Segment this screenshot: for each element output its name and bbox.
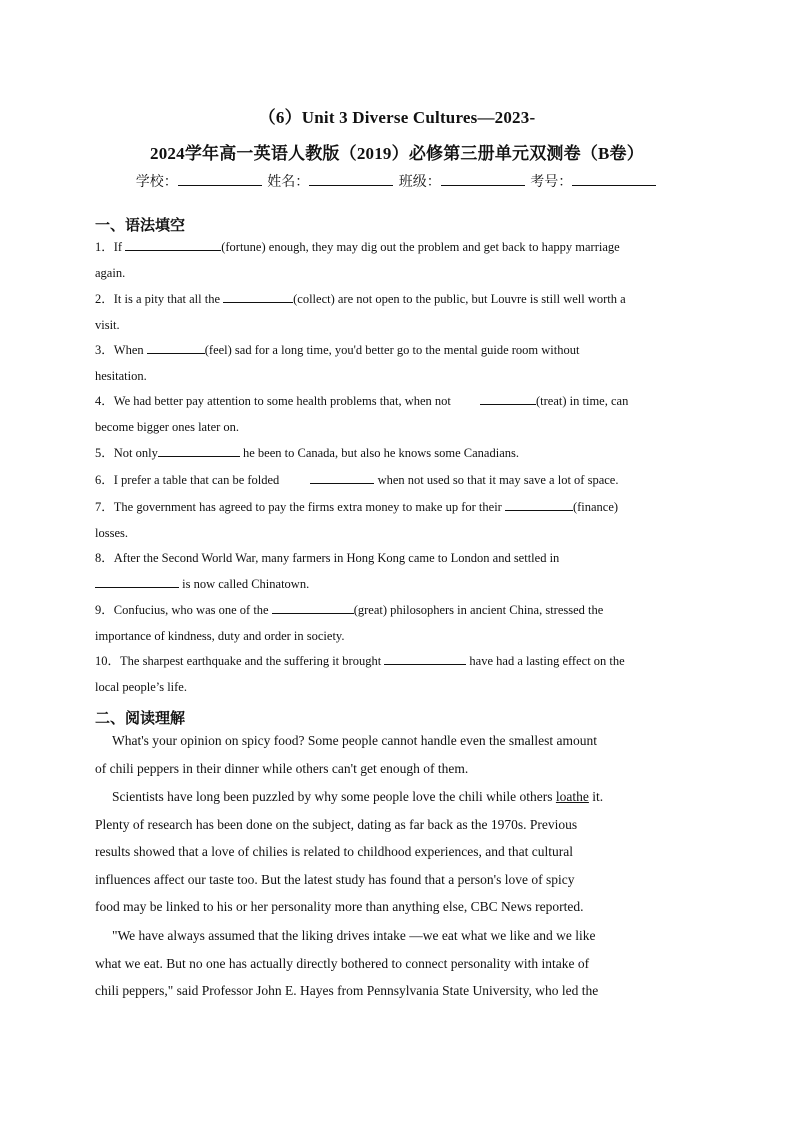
paragraph-line: results showed that a love of chilies is related to childhood experiences, and that cultural (95, 844, 573, 860)
answer-blank[interactable] (158, 445, 240, 457)
school-blank[interactable] (178, 173, 262, 186)
question-number: 7． (95, 500, 114, 514)
paragraph-line: What's your opinion on spicy food? Some people cannot handle even the smallest amount (112, 733, 597, 748)
answer-blank[interactable] (272, 602, 354, 614)
paragraph-line: influences affect our taste too. But the latest study has found that a person's love of spicy (95, 871, 575, 887)
underlined-word: loathe (555, 789, 589, 804)
student-info-row (0, 171, 794, 191)
question-text: The government has agreed to pay the firms extra money to make up for their (113, 500, 505, 514)
question-text: (fortune) enough, they may dig out the problem and get back to happy marriage (221, 240, 620, 254)
question-text: (collect) are not open to the public, but Louvre is still well worth a (293, 292, 626, 306)
question-text: When (113, 343, 147, 357)
paragraph-text: Scientists have long been puzzled by why some people love the chili while others (112, 789, 556, 804)
question-text: Not only (113, 446, 158, 460)
school-label: 学校： (135, 175, 178, 190)
reading-paragraph-1 (95, 727, 695, 782)
paragraph-line: chili peppers," said Professor John E. Hayes from Pennsylvania State University, who led the (95, 983, 599, 999)
question-text: (treat) in time, can (536, 394, 629, 408)
answer-blank[interactable] (310, 472, 374, 484)
answer-blank[interactable] (384, 653, 466, 665)
question-text: We had better pay attention to some health problems that, when not (113, 394, 454, 408)
answer-blank[interactable] (480, 393, 536, 405)
document-title-line1: （6）Unit 3 Diverse Cultures—2023- (258, 108, 536, 127)
question-3 (95, 337, 695, 389)
question-text: I prefer a table that can be folded (113, 473, 283, 487)
question-number: 2． (95, 292, 114, 306)
question-text: local people’s life. (95, 680, 187, 694)
class-blank[interactable] (441, 173, 525, 186)
class-label: 班级： (398, 175, 441, 190)
question-text: Confucius, who was one of the (113, 603, 272, 617)
name-label: 姓名： (267, 175, 310, 190)
paragraph-line: of chili peppers in their dinner while others can't get enough of them. (95, 760, 469, 776)
question-number: 1． (95, 240, 114, 254)
question-number: 6． (95, 473, 114, 487)
question-text: hesitation. (95, 369, 147, 383)
question-2 (95, 286, 695, 338)
document-title-line2: 2024学年高一英语人教版（2019）必修第三册单元双测卷（B卷） (150, 144, 644, 163)
question-text: is now called Chinatown. (179, 577, 310, 591)
question-text: have had a lasting effect on the (466, 654, 625, 668)
exam-number-blank[interactable] (572, 173, 656, 186)
question-9 (95, 597, 695, 649)
question-number: 9． (95, 603, 114, 617)
question-number: 10． (95, 654, 121, 668)
question-6 (95, 467, 695, 493)
question-text: when not used so that it may save a lot of space. (374, 473, 619, 487)
question-7 (95, 494, 695, 546)
question-number: 5． (95, 446, 114, 460)
question-text: visit. (95, 318, 120, 332)
reading-paragraph-2 (95, 783, 695, 921)
question-text: (finance) (572, 500, 619, 514)
answer-blank[interactable] (147, 342, 205, 354)
answer-blank[interactable] (95, 576, 179, 588)
question-text: After the Second World War, many farmers in Hong Kong came to London and settled in (113, 551, 560, 565)
question-8 (95, 545, 695, 597)
reading-paragraph-3 (95, 922, 695, 1005)
paragraph-line: "We have always assumed that the liking drives intake —we eat what we like and we like (112, 928, 596, 943)
paragraph-line: Plenty of research has been done on the subject, dating as far back as the 1970s. Previous (95, 816, 578, 832)
question-5 (95, 440, 695, 466)
exam-number-label: 考号： (530, 175, 573, 190)
question-text: losses. (95, 526, 128, 540)
question-10 (95, 648, 695, 700)
question-text: The sharpest earthquake and the suffering it brought (120, 654, 385, 668)
question-1 (95, 234, 695, 286)
question-text: It is a pity that all the (113, 292, 224, 306)
question-text: become bigger ones later on. (95, 420, 240, 434)
question-number: 8． (95, 551, 114, 565)
question-text: importance of kindness, duty and order in society. (95, 629, 345, 643)
section-heading-reading: 二、阅读理解 (95, 711, 186, 727)
question-4 (95, 388, 695, 440)
paragraph-line: food may be linked to his or her personality more than anything else, CBC News reported. (95, 899, 584, 915)
paragraph-line: what we eat. But no one has actually directly bothered to connect personality with intake of (95, 955, 590, 971)
question-text: he been to Canada, but also he knows some Canadians. (239, 446, 519, 460)
name-blank[interactable] (309, 173, 393, 186)
question-number: 4． (95, 394, 114, 408)
section-heading-grammar: 一、语法填空 (95, 218, 186, 234)
answer-blank[interactable] (505, 499, 573, 511)
question-text: (great) philosophers in ancient China, stressed the (353, 603, 604, 617)
question-text: (feel) sad for a long time, you'd better go to the mental guide room without (204, 343, 580, 357)
question-text: again. (95, 266, 126, 280)
question-text: If (113, 240, 126, 254)
question-number: 3． (95, 343, 114, 357)
paragraph-text: it. (588, 789, 604, 804)
answer-blank[interactable] (223, 291, 293, 303)
answer-blank[interactable] (125, 239, 221, 251)
